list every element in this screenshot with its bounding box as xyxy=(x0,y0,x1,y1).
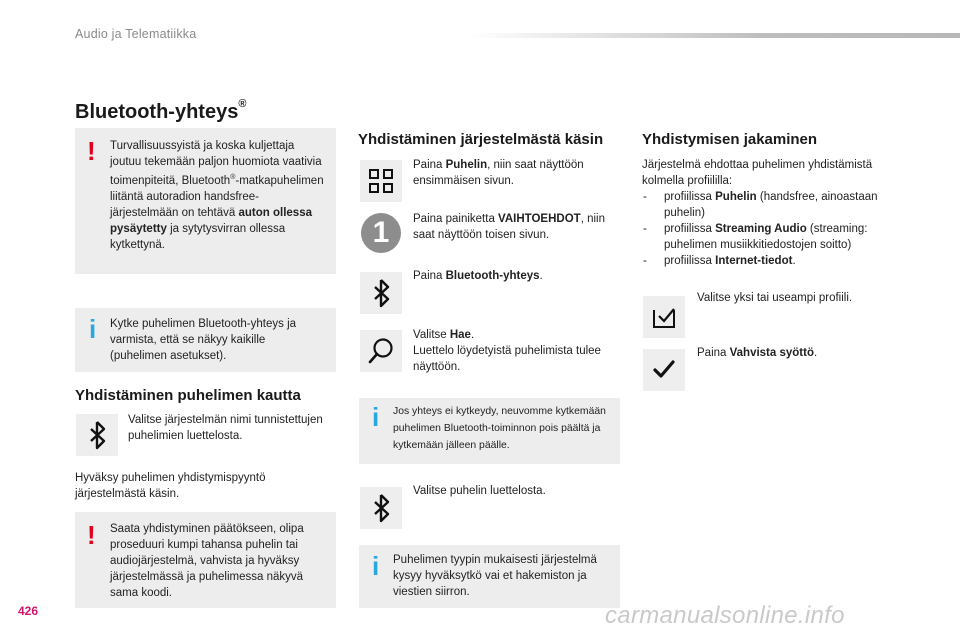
step4-text: Valitse Hae. Luettelo löydetyistä puhelimista tulee näyttöön. xyxy=(413,329,601,373)
phone-grid-button[interactable] xyxy=(360,160,402,202)
section-heading-system: Yhdistäminen järjestelmästä käsin xyxy=(358,131,604,148)
section-heading-phone: Yhdistäminen puhelimen kautta xyxy=(75,387,301,404)
bluetooth-select-button[interactable] xyxy=(360,487,402,529)
list-item: - profiilissa Puhelin (handsfree, ainoastaan puhelin) xyxy=(642,189,910,221)
step5-text: Valitse puhelin luettelosta. xyxy=(413,485,546,497)
checkbox-icon xyxy=(651,304,677,330)
app-grid-icon xyxy=(368,168,394,194)
info-visibility-text: Kytke puhelimen Bluetooth-yhteys ja varmista, että se näkyy kaikille (puhelimen asetukset). xyxy=(110,318,297,362)
bluetooth-icon xyxy=(370,493,392,523)
confirm-text: Paina Vahvista syöttö. xyxy=(697,347,818,359)
list-item: - profiilissa Streaming Audio (streaming: puhelimen musiikkitiedostojen soitto) xyxy=(642,221,910,253)
warning-code-text: Saata yhdistyminen päätökseen, olipa proseduuri kumpi tahansa puhelin tai audiojärjestelmä, vahvista ja hyväksy järjestelmässä ja puhelimessa näkyvä sama koodi. xyxy=(110,523,304,599)
step2-text: Paina painiketta VAIHTOEHDOT, niin saat näyttöön toisen sivun. xyxy=(413,213,605,241)
bluetooth-button[interactable] xyxy=(76,414,118,456)
search-button[interactable] xyxy=(360,330,402,372)
bluetooth-icon xyxy=(370,278,392,308)
exclamation-icon: ! xyxy=(87,520,96,550)
info-transfer-text: Puhelimen tyypin mukaisesti järjestelmä kysyy hyväksytkö vai et hakemiston ja viestien siirron. xyxy=(393,554,597,598)
profile-select-button[interactable] xyxy=(643,296,685,338)
confirm-button[interactable] xyxy=(643,349,685,391)
step-number-badge: 1 xyxy=(361,213,401,253)
info-reconnect-text: Jos yhteys ei kytkeydy, neuvomme kytkemään puhelimen Bluetooth-toiminnon pois päältä ja kytkemään jälleen päälle. xyxy=(393,406,606,451)
search-icon xyxy=(366,336,396,366)
accept-request-text: Hyväksy puhelimen yhdistymispyyntö järjestelmästä käsin. xyxy=(75,472,266,500)
list-item: - profiilissa Internet-tiedot. xyxy=(642,253,910,269)
header-section-title: Audio ja Telematiikka xyxy=(75,27,197,41)
warning-safety-text: Turvallisuussyistä ja koska kuljettaja joutuu tekemään paljon huomiota vaativia toimenpiteitä, Bluetooth®-matkapuhelimen liitäntä autoradion handsfree-järjestelmään on tehtävä auton ollessa pysäytetty ja sytytysvirran ollessa kytkettynä. xyxy=(110,140,324,251)
info-icon: i xyxy=(372,551,380,581)
profiles-list xyxy=(642,189,910,269)
header-bar xyxy=(470,33,960,38)
watermark: carmanualsonline.info xyxy=(605,602,845,629)
page-title: Bluetooth-yhteys® xyxy=(75,98,247,123)
select-profiles-text: Valitse yksi tai useampi profiili. xyxy=(697,292,853,304)
step3-text: Paina Bluetooth-yhteys. xyxy=(413,270,543,282)
exclamation-icon: ! xyxy=(87,136,96,166)
info-icon: i xyxy=(89,314,97,344)
bluetooth-menu-button[interactable] xyxy=(360,272,402,314)
page-number: 426 xyxy=(18,604,39,618)
phone-step-text: Valitse järjestelmän nimi tunnistettujen puhelimien luettelosta. xyxy=(128,414,323,442)
step1-text: Paina Puhelin, niin saat näyttöön ensimmäisen sivun. xyxy=(413,159,584,187)
profiles-intro-text: Järjestelmä ehdottaa puhelimen yhdistämistä kolmella profiililla: xyxy=(642,159,873,187)
checkmark-icon xyxy=(651,357,677,383)
bluetooth-icon xyxy=(86,420,108,450)
section-heading-sharing: Yhdistymisen jakaminen xyxy=(642,131,818,148)
info-icon: i xyxy=(372,402,380,432)
